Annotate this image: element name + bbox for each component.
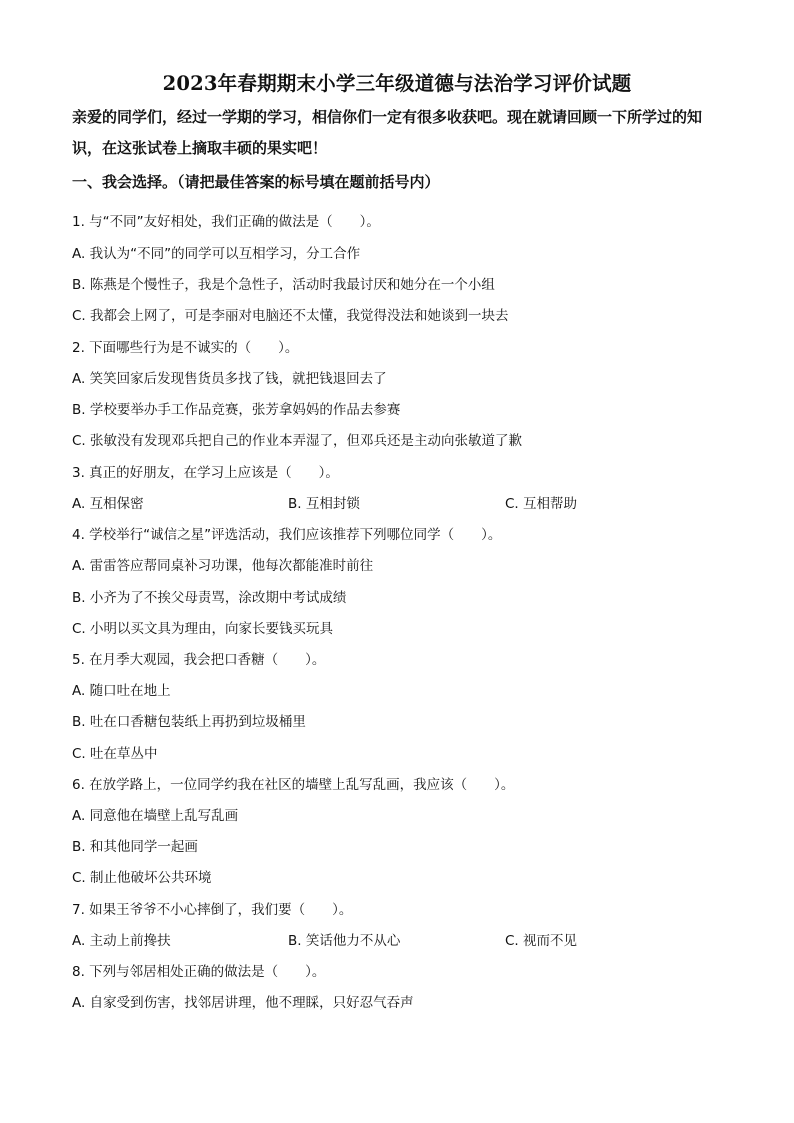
option-b: B. 陈燕是个慢性子，我是个急性子，活动时我最讨厌和她分在一个小组 (72, 277, 495, 293)
question-stem: 2. 下面哪些行为是不诚实的（ ）。 (72, 340, 299, 356)
option-a: A. 随口吐在地上 (72, 683, 171, 699)
option-c: C. 我都会上网了，可是李丽对电脑还不太懂，我觉得没法和她谈到一块去 (72, 308, 509, 324)
option-c: C. 制止他破坏公共环境 (72, 870, 212, 886)
option-b: B. 吐在口香糖包装纸上再扔到垃圾桶里 (72, 714, 306, 730)
option-b: B. 和其他同学一起画 (72, 839, 198, 855)
option-b: B. 互相封锁 (288, 496, 360, 512)
option-b: B. 学校要举办手工作品竞赛，张芳拿妈妈的作品去参赛 (72, 402, 401, 418)
option-a: A. 同意他在墙壁上乱写乱画 (72, 808, 239, 824)
question-stem: 7. 如果王爷爷不小心摔倒了，我们要（ ）。 (72, 902, 353, 918)
option-a: A. 自家受到伤害，找邻居讲理，他不理睬，只好忍气吞声 (72, 995, 414, 1011)
option-b: B. 小齐为了不挨父母责骂，涂改期中考试成绩 (72, 590, 347, 606)
option-c: C. 吐在草丛中 (72, 746, 158, 762)
intro-paragraph: 亲爱的同学们，经过一学期的学习，相信你们一定有很多收获吧。现在就请回顾一下所学过的知识，在这张试卷上摘取丰硕的果实吧！ (72, 108, 703, 157)
question-stem: 4. 学校举行“诚信之星”评选活动，我们应该推荐下列哪位同学（ ）。 (72, 527, 502, 543)
option-a: A. 笑笑回家后发现售货员多找了钱，就把钱退回去了 (72, 371, 387, 387)
option-c: C. 互相帮助 (505, 496, 578, 512)
question-stem: 6. 在放学路上，一位同学约我在社区的墙壁上乱写乱画，我应该（ ）。 (72, 777, 515, 793)
question-stem: 5. 在月季大观园，我会把口香糖（ ）。 (72, 652, 326, 668)
section-heading: 一、我会选择。（请把最佳答案的标号填在题前括号内） (72, 173, 440, 191)
question-stem: 8. 下列与邻居相处正确的做法是（ ）。 (72, 964, 326, 980)
option-c: C. 视而不见 (505, 933, 578, 949)
page-title: 2023年春期期末小学三年级道德与法治学习评价试题 (162, 72, 632, 95)
option-a: A. 雷雷答应帮同桌补习功课，他每次都能准时前往 (72, 558, 374, 574)
option-c: C. 小明以买文具为理由，向家长要钱买玩具 (72, 621, 334, 637)
question-stem: 1. 与“不同”友好相处，我们正确的做法是（ ）。 (72, 214, 380, 230)
option-a: A. 主动上前搀扶 (72, 933, 171, 949)
option-c: C. 张敏没有发现邓兵把自己的作业本弄湿了，但邓兵还是主动向张敏道了歉 (72, 433, 523, 449)
question-stem: 3. 真正的好朋友，在学习上应该是（ ）。 (72, 465, 339, 481)
option-b: B. 笑话他力不从心 (288, 933, 401, 949)
option-a: A. 我认为“不同”的同学可以互相学习，分工合作 (72, 246, 361, 262)
option-a: A. 互相保密 (72, 496, 144, 512)
